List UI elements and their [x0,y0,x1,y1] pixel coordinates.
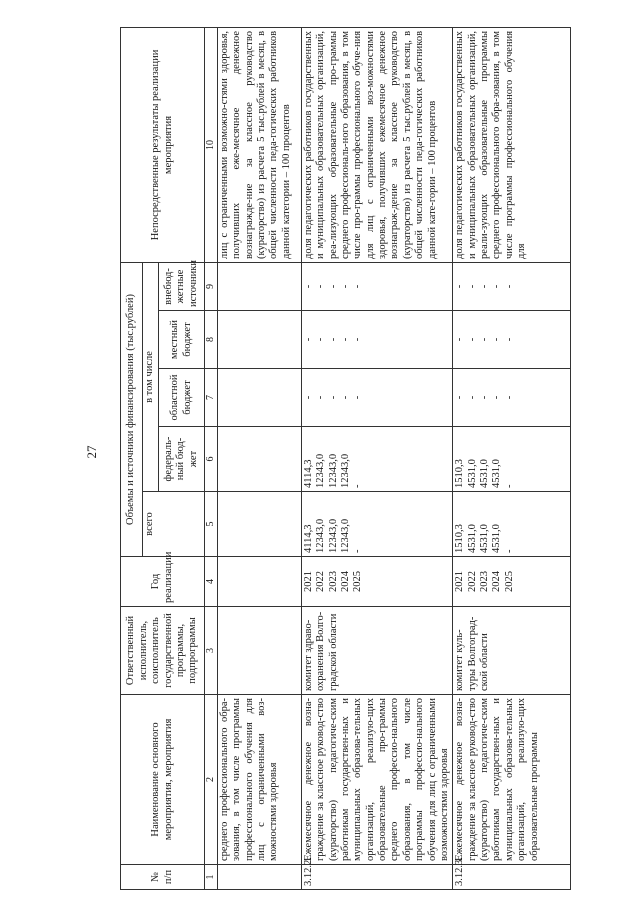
federal-amount-value: - [352,484,364,488]
year-list-value: 2022 [315,571,327,592]
total-amount-value: - [352,549,364,553]
year-list [453,557,571,607]
federal-amount [301,427,453,492]
result-description: доля педагогических работников государственных и муниципальных образовательных организаций, реали-зующих образовательные программы среднего профессионального обра-зования, в том числе программы профессионального обучения для [453,27,571,262]
year-list-value: 2023 [327,571,339,592]
total-amount [453,492,571,557]
header-total: всего [143,492,205,557]
total-amount-value: 4531,0 [466,524,478,553]
regional-amount-value: - [454,395,466,400]
federal-amount-value: 12343,0 [327,453,339,488]
executor [217,607,301,695]
table-row [301,27,453,889]
regional-amount-value: - [491,395,503,400]
column-number: 6 [205,427,218,492]
year-list-value: 2025 [503,571,515,592]
local-amount [453,311,571,369]
extrabudget-amount-value: - [315,284,327,289]
local-amount-value: - [491,337,503,342]
local-amount-value: - [315,337,327,342]
extrabudget-amount [217,262,301,310]
regional-amount-value: - [466,395,478,400]
federal-amount-value: 4531,0 [466,459,478,488]
header-activity-name: Наименование основного мероприятия, мероприятия [121,695,205,865]
executor: комитет здраво-охранения Волго-градской области [301,607,453,695]
table-row [217,27,301,889]
column-numbers-row [205,27,218,889]
local-amount [217,311,301,369]
local-amount-value: - [327,337,339,342]
federal-amount-value: 1510,3 [454,459,466,488]
total-amount [217,492,301,557]
year-list [301,557,453,607]
year-list-value: 2025 [352,571,364,592]
regional-amount [217,369,301,427]
total-amount [301,492,453,557]
federal-amount-value: 4531,0 [479,459,491,488]
column-number: 2 [205,695,218,865]
extrabudget-amount-value: - [503,284,515,289]
column-number: 1 [205,865,218,890]
result-description: доля педагогических работников государственных и муниципальных образовательных организаций, реа-лизующих образовательные про-граммы среднего профессиональ-ного образования, в том числе про-граммы профессионального обуче-ния для лиц с ограниченными воз-можностями здоровья, получивших ежемесячное денежное вознаграж-дение за классное руководство (кураторство) из расчета 5 тыс.рублей в месяц, в общей численности педа-гогических работников данной кате-гории – 100 процентов [301,27,453,262]
total-amount-value: 12343,0 [339,518,351,553]
year-list-value: 2022 [466,571,478,592]
regional-amount [301,369,453,427]
regional-amount-value: - [302,395,314,400]
local-amount [301,311,453,369]
header-regional: областной бюджет [159,369,205,427]
total-amount-value: 4531,0 [479,524,491,553]
extrabudget-amount-value: - [479,284,491,289]
total-amount-value: 4114,3 [302,524,314,553]
regional-amount-value: - [352,395,364,400]
extrabudget-amount-value: - [454,284,466,289]
column-number: 9 [205,262,218,310]
activity-name: Ежемесячное денежное возна-граждение за классное руковод-ство (кураторство) педагогиче-ским работникам государствен-ных и муниципальных образова-тельных организаций, реализую-щих образовательные программы [453,695,571,865]
header-local: местный бюджет [159,311,205,369]
federal-amount-value: - [503,484,515,488]
total-amount-value: 4531,0 [491,524,503,553]
header-executor: Ответственный исполнитель, соисполнитель государственной программы, подпрограммы [121,607,205,695]
regional-amount-value: - [327,395,339,400]
extrabudget-amount [453,262,571,310]
extrabudget-amount-value: - [491,284,503,289]
header-extrabudget: внебюд-жетные источники [159,262,205,310]
federal-amount-value: 4531,0 [491,459,503,488]
year-list-value: 2024 [339,571,351,592]
column-number: 3 [205,607,218,695]
executor: комитет куль-туры Волгоград-ской области [453,607,571,695]
regional-amount [453,369,571,427]
local-amount-value: - [352,337,364,342]
federal-amount [217,427,301,492]
year-list-value: 2023 [479,571,491,592]
regional-amount-value: - [503,395,515,400]
result-description: лиц с ограниченными возможно-стями здоровья, получивших еже-месячное денежное вознагражде-ние за классное руководство (кураторство) из расчета 5 тыс.рублей в месяц, в общей численности педа-гогических работников данной категории – 100 процентов [217,27,301,262]
column-number: 4 [205,557,218,607]
extrabudget-amount-value: - [302,284,314,289]
local-amount-value: - [302,337,314,342]
header-financing: Объемы и источники финансирования (тыс.рублей) [121,262,143,556]
column-number: 5 [205,492,218,557]
regional-amount-value: - [315,395,327,400]
year-list-value: 2021 [454,571,466,592]
year-list-value: 2021 [302,571,314,592]
federal-amount-value: 12343,0 [339,453,351,488]
table-row [453,27,571,889]
header-including: в том числе [143,262,159,491]
header-federal: федераль-ный бюд-жет [159,427,205,492]
header-year: Год реализации [121,557,205,607]
year-list [217,557,301,607]
year-list-value: 2024 [491,571,503,592]
local-amount-value: - [454,337,466,342]
rotated-table-container [120,28,630,890]
federal-amount [453,427,571,492]
page-number: 27 [84,445,99,459]
total-amount-value: 12343,0 [327,518,339,553]
column-number: 7 [205,369,218,427]
row-number: 3.12.3. [453,865,571,890]
extrabudget-amount-value: - [466,284,478,289]
column-number: 10 [205,27,218,262]
federal-amount-value: 12343,0 [315,453,327,488]
local-amount-value: - [503,337,515,342]
extrabudget-amount-value: - [339,284,351,289]
regional-amount-value: - [339,395,351,400]
extrabudget-amount-value: - [352,284,364,289]
total-amount-value: - [503,549,515,553]
local-amount-value: - [479,337,491,342]
total-amount-value: 12343,0 [315,518,327,553]
row-number: 3.12.2. [301,865,453,890]
extrabudget-amount [301,262,453,310]
total-amount-value: 1510,3 [454,524,466,553]
regional-amount-value: - [479,395,491,400]
extrabudget-amount-value: - [327,284,339,289]
row-number [217,865,301,890]
federal-amount-value: 4114,3 [302,459,314,488]
local-amount-value: - [466,337,478,342]
header-results: Непосредственные результаты реализации мероприятия [121,27,205,262]
local-amount-value: - [339,337,351,342]
activity-name: Ежемесячное денежное возна-граждение за классное руковод-ство (кураторство) педагогиче-ским работникам государствен-ных и муниципальных образова-тельных организаций, реализую-щих образовательные про-граммы среднего профессио-нального образования, в том числе программы профессио-нального обучения для лиц с ограниченными возможностями здоровья [301,695,453,865]
header-number: № п/п [121,865,205,890]
activity-name: среднего профессионального обра-зования, в том числе программы профессионального обучения для лиц с ограниченными воз-можностями здоровья [217,695,301,865]
program-activities-table [120,27,571,890]
column-number: 8 [205,311,218,369]
